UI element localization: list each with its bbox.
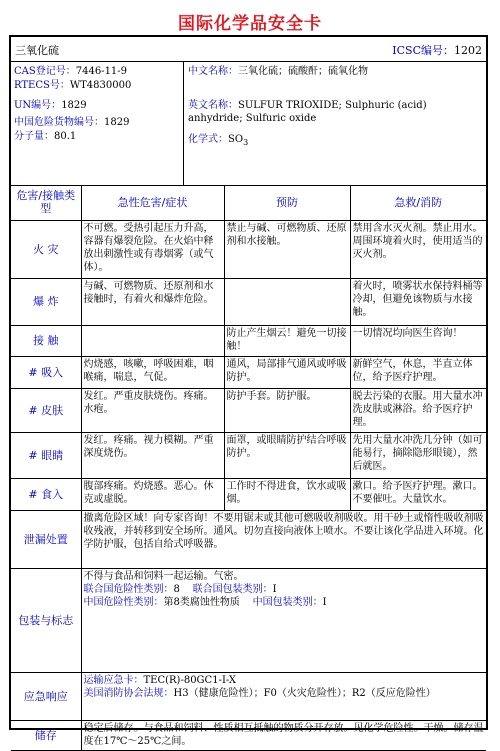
storage-text: 稳定后储存。与食品和饲料、性质相互抵触的物质分开存放。见化学危险性。干燥。储存温度在17℃～25℃之间。 bbox=[81, 720, 486, 750]
en-name: 英文名称：SULFUR TRIOXIDE; Sulphuric (acid) anhydride; Sulfuric oxide bbox=[188, 100, 427, 124]
hazard-row-ingestion bbox=[11, 478, 486, 510]
hazard-type: # 皮肤 bbox=[11, 388, 81, 432]
first-aid-cell: 漱口。给予医疗护理。漱口。不要催吐。大量饮水。 bbox=[350, 478, 486, 510]
spill-row bbox=[11, 510, 486, 568]
header-first-aid: 急救/消防 bbox=[350, 185, 486, 220]
prevention-cell: 通风，局部排气通风或呼吸防护。 bbox=[224, 356, 350, 388]
first-aid-cell: 新鲜空气，休息，半直立体位，给予医疗护理。 bbox=[350, 356, 486, 388]
spill-label: 泄漏处置 bbox=[11, 510, 81, 568]
symptoms-cell bbox=[81, 325, 224, 356]
prevention-cell: 防护手套。防护服。 bbox=[224, 388, 350, 432]
hazard-row-eyes bbox=[11, 432, 486, 478]
emergency-label: 应急响应 bbox=[11, 672, 81, 720]
chemical-formula: 化学式：$SO_3$ bbox=[188, 134, 249, 147]
identifiers-block bbox=[11, 61, 486, 186]
hazard-type: # 眼睛 bbox=[11, 432, 81, 478]
cas-number: CAS登记号：7446-11-9 bbox=[14, 66, 128, 77]
header-hazard-type: 危害/接触类型 bbox=[11, 185, 81, 220]
cn-dangerous-goods-number: 中国危险货物编号：1829 bbox=[14, 117, 130, 128]
packaging-row bbox=[11, 568, 486, 672]
cn-classification: 中国危险性类别：第8类腐蚀性物质 中国包装类别：I bbox=[83, 596, 327, 608]
emergency-row bbox=[11, 672, 486, 720]
first-aid-cell: 着火时，喷雾状水保持料桶等冷却，但避免该物质与水接触。 bbox=[350, 278, 486, 325]
hazard-row-skin bbox=[11, 388, 486, 432]
identifiers-left bbox=[11, 61, 184, 185]
prevention-cell bbox=[224, 278, 350, 325]
cn-name: 中文名称：三氧化硫；硫酸酐；硫氧化物 bbox=[188, 66, 368, 77]
first-aid-cell: 禁用含水灭火剂。禁止用水。周围环境着火时，使用适当的灭火剂。 bbox=[350, 220, 486, 278]
hazard-row-fire bbox=[11, 220, 486, 278]
rtecs-number: RTECS号：WT4830000 bbox=[14, 80, 132, 91]
safety-card bbox=[9, 35, 488, 747]
prevention-cell: 面罩，或眼睛防护结合呼吸防护。 bbox=[224, 432, 350, 478]
first-aid-cell: 一切情况均向医生咨询！ bbox=[350, 325, 486, 356]
identifiers-right bbox=[184, 61, 486, 185]
hazard-row-inhalation bbox=[11, 356, 486, 388]
packaging-note: 不得与食品和饲料一起运输。气密。 bbox=[83, 570, 244, 582]
symptoms-cell: 与碱、可燃物质、还原剂和水接触时，有着火和爆炸危险。 bbox=[81, 278, 224, 325]
emergency-content bbox=[81, 672, 486, 720]
nfpa-rating: 美国消防协会法规：H3（健康危险性）；F0（火灾危险性）；R2（反应危险性） bbox=[83, 687, 436, 699]
first-aid-cell: 脱去污染的衣服。用大量水冲洗皮肤或淋浴。给予医疗护理。 bbox=[350, 388, 486, 432]
hazard-type: # 食入 bbox=[11, 478, 81, 510]
symptoms-cell: 不可燃。受热引起压力升高，容器有爆裂危险。在火焰中释放出刺激性或有毒烟雾（或气体）。 bbox=[81, 220, 224, 278]
chemical-name: 三氧化硫 bbox=[15, 44, 59, 57]
un-number: UN编号：1829 bbox=[14, 100, 87, 111]
packaging-label: 包装与标志 bbox=[11, 568, 81, 672]
spill-text: 撤离危险区域！向专家咨询！不要用锯末或其他可燃吸收剂吸收。用干砂土或惰性吸收剂吸收残液，并转移到安全场所。通风。切勿直接向液体上喷水。不要让该化学品进入环境。化学防护服，包括自给式呼吸器。 bbox=[81, 510, 486, 568]
un-classification: 联合国危险性类别：8 联合国包装类别：I bbox=[83, 583, 277, 595]
header-symptoms: 急性危害/症状 bbox=[81, 185, 224, 220]
hazard-type: 爆 炸 bbox=[11, 278, 81, 325]
storage-label: 储存 bbox=[11, 720, 81, 750]
hazard-type: 火 灾 bbox=[11, 220, 81, 278]
symptoms-cell: 发红。疼痛。视力模糊。严重深度烧伤。 bbox=[81, 432, 224, 478]
hazard-table bbox=[11, 185, 486, 751]
symptoms-cell: 发红。严重皮肤烧伤。疼痛。水疱。 bbox=[81, 388, 224, 432]
symptoms-cell: 腹部疼痛。灼烧感。恶心。休克或虚脱。 bbox=[81, 478, 224, 510]
icsc-number: ICSC编号：1202 bbox=[392, 44, 482, 57]
molecular-weight: 分子量：80.1 bbox=[14, 131, 77, 142]
prevention-cell: 工作时不得进食，饮水或吸烟。 bbox=[224, 478, 350, 510]
first-aid-cell: 先用大量水冲洗几分钟（如可能易行，摘除隐形眼镜），然后就医。 bbox=[350, 432, 486, 478]
hazard-header-row bbox=[11, 185, 486, 220]
packaging-content bbox=[81, 568, 486, 672]
hazard-type: 接 触 bbox=[11, 325, 81, 356]
header-prevention: 预防 bbox=[224, 185, 350, 220]
page-title: 国际化学品安全卡 bbox=[178, 14, 322, 34]
prevention-cell: 防止产生烟云！避免一切接触！ bbox=[224, 325, 350, 356]
hazard-row-exposure bbox=[11, 325, 486, 356]
prevention-cell: 禁止与碱、可燃物质、还原剂和水接触。 bbox=[224, 220, 350, 278]
hazard-row-explosion bbox=[11, 278, 486, 325]
name-row bbox=[11, 37, 486, 62]
hazard-type: # 吸入 bbox=[11, 356, 81, 388]
symptoms-cell: 灼烧感，咳嗽，呼吸困难，咽喉痛，喘息，气促。 bbox=[81, 356, 224, 388]
storage-row bbox=[11, 720, 486, 750]
transport-emergency-card: 运输应急卡：TEC(R)-80GC1-I-X bbox=[83, 674, 237, 686]
